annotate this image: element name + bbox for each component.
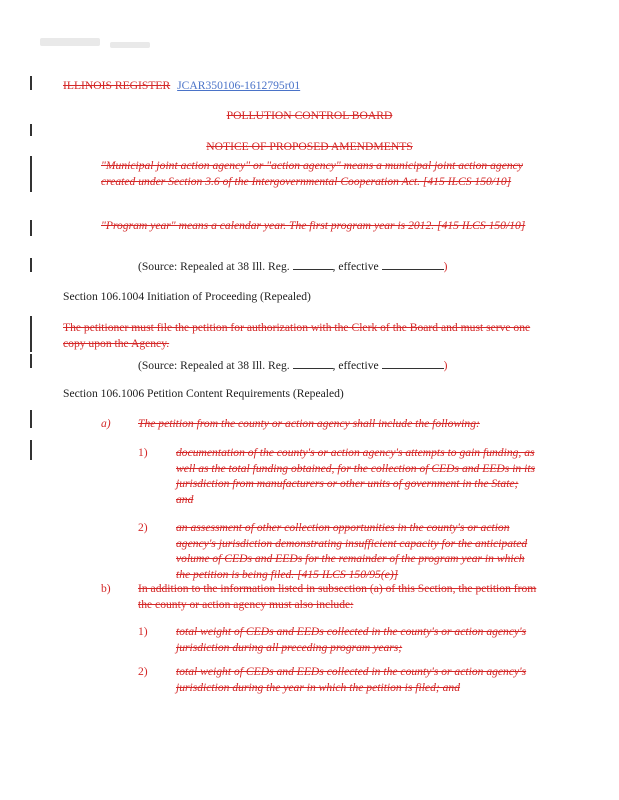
- item-a1-text: documentation of the county's or action agency's attempts to gain funding, as well as the total funding obtained, for the collection of CEDs and EEDs in its jurisdiction from manufacturers or other units of government in the State; and: [176, 446, 536, 506]
- change-bar: [30, 124, 32, 136]
- source-effective: effective: [338, 359, 379, 372]
- register-page-blank: [293, 358, 333, 369]
- item-b2-label: 2): [138, 665, 148, 678]
- board-name: POLLUTION CONTROL BOARD: [226, 109, 393, 122]
- source-prefix: (Source: Repealed at 38 Ill. Reg.: [138, 359, 290, 372]
- change-bar: [30, 440, 32, 460]
- definition-program-year: "Program year" means a calendar year. The first program year is 2012. [415 ILCS 150/10]: [101, 219, 526, 232]
- item-b2-text: total weight of CEDs and EEDs collected in the county's or action agency's jurisdiction during the year in which the petition is filed; and: [176, 665, 527, 694]
- scan-artifact: [110, 42, 150, 48]
- source-close: ): [443, 359, 448, 372]
- scan-artifact: [40, 38, 100, 46]
- change-bar: [30, 156, 32, 192]
- source-note: (Source: Repealed at 38 Ill. Reg. , effective ): [138, 260, 448, 273]
- item-a2-text: an assessment of other collection opportunities in the county's or action agency's jurisdiction demonstrating insufficient capacity for the anticipated volume of CEDs and EEDs for the remainder of the program year in which the petition is being filed. [415 ILCS 150/95(e)]: [176, 521, 528, 581]
- source-note: (Source: Repealed at 38 Ill. Reg. , effective ): [138, 359, 448, 372]
- source-prefix: (Source: Repealed at 38 Ill. Reg.: [138, 260, 290, 273]
- change-bar: [30, 354, 32, 368]
- source-close: ): [443, 260, 448, 273]
- register-title: ILLINOIS REGISTER: [63, 79, 171, 92]
- section-heading-1004: Section 106.1004 Initiation of Proceeding (Repealed): [63, 290, 311, 303]
- register-reference: JCAR350106-1612795r01: [177, 79, 301, 92]
- definition-action-agency: "Municipal joint action agency" or "action agency" means a municipal joint action agency created under Section 3.6 of the Intergovernmental Cooperation Act. [415 ILCS 150/10]: [101, 159, 523, 188]
- subsection-b-label: b): [101, 582, 111, 595]
- change-bar: [30, 316, 32, 352]
- notice-title: NOTICE OF PROPOSED AMENDMENTS: [206, 140, 413, 153]
- register-header: [63, 78, 583, 94]
- item-b1-text: total weight of CEDs and EEDs collected in the county's or action agency's jurisdiction during all preceding program years;: [176, 625, 527, 654]
- section-heading-1006: Section 106.1006 Petition Content Requirements (Repealed): [63, 387, 344, 400]
- item-b1-label: 1): [138, 625, 148, 638]
- item-a2-label: 2): [138, 521, 148, 534]
- section-1004-body: The petitioner must file the petition for authorization with the Clerk of the Board and must serve one copy upon the Agency.: [63, 321, 531, 350]
- change-bar: [30, 258, 32, 272]
- subsection-a-label: a): [101, 417, 111, 430]
- effective-date-blank: [382, 358, 444, 369]
- item-a1-label: 1): [138, 446, 148, 459]
- source-effective: effective: [338, 260, 379, 273]
- subsection-a-text: The petition from the county or action agency shall include the following:: [138, 417, 480, 430]
- change-bar: [30, 220, 32, 236]
- effective-date-blank: [382, 259, 444, 270]
- change-bar: [30, 76, 32, 90]
- register-page-blank: [293, 259, 333, 270]
- subsection-b-text: In addition to the information listed in subsection (a) of this Section, the petition from the county or action agency must also include:: [138, 582, 537, 611]
- change-bar: [30, 410, 32, 428]
